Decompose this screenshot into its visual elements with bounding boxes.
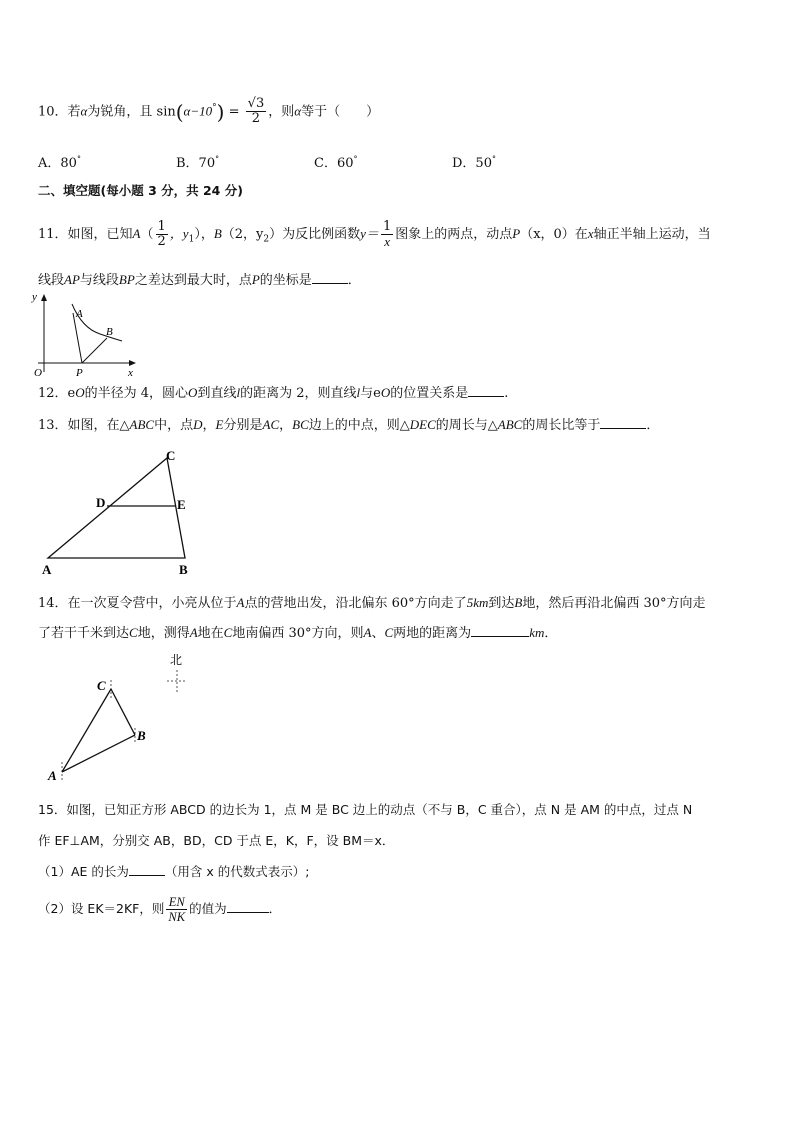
point-b-coord: （2，y bbox=[221, 227, 264, 242]
question-15-part-2 bbox=[38, 894, 281, 924]
x-axis-arrow bbox=[129, 360, 136, 366]
point-a: A bbox=[236, 595, 245, 610]
q13-text: 的周长与△ bbox=[435, 418, 498, 433]
option-a[interactable] bbox=[38, 152, 81, 171]
line-l: l bbox=[236, 385, 241, 400]
point-a: A bbox=[363, 625, 372, 640]
q13-text: 边上的中点，则△ bbox=[308, 418, 410, 433]
point-p-coord: （x，0）在 bbox=[520, 227, 588, 242]
answer-blank[interactable] bbox=[468, 384, 504, 397]
label-p: P bbox=[76, 367, 83, 379]
segment-ac: AC bbox=[262, 417, 280, 432]
triangle-dec: DEC bbox=[409, 417, 436, 432]
q11-text: ）为反比例函数 bbox=[269, 227, 361, 242]
label-c: C bbox=[166, 448, 176, 463]
q13-text: ， bbox=[279, 418, 293, 433]
label-a: A bbox=[76, 308, 83, 320]
reciprocal-fraction bbox=[381, 220, 393, 249]
option-d-label: D．50 bbox=[452, 156, 492, 171]
label-x: x bbox=[128, 367, 133, 379]
q10-text: 为锐角，且 bbox=[87, 104, 153, 120]
point-a: A bbox=[189, 625, 198, 640]
label-a: A bbox=[42, 562, 52, 577]
function-expression: y＝ bbox=[360, 226, 379, 241]
y1-symbol: ，y bbox=[169, 226, 189, 241]
segment-bc: BC bbox=[292, 417, 309, 432]
equals-sign: = bbox=[228, 104, 240, 120]
option-d[interactable] bbox=[452, 152, 496, 171]
sin-argument: α−10 bbox=[183, 103, 213, 119]
degree-mark: ° bbox=[76, 154, 81, 164]
paren-right: ) bbox=[216, 99, 225, 124]
point-p: P bbox=[251, 272, 260, 287]
north-label: 北 bbox=[170, 653, 183, 667]
q11-text: ． bbox=[347, 273, 361, 288]
label-b: B bbox=[106, 326, 113, 338]
q14-text: 地，然后再沿北偏西 30°方向走 bbox=[522, 596, 706, 611]
q15-text: 的值为 bbox=[189, 901, 227, 916]
question-15-line-1: 15．如图，已知正方形 ABCD 的边长为 1，点 M 是 BC 边上的动点（不与 B，C 重合），点 N 是 AM 的中点，过点 N bbox=[38, 802, 693, 817]
option-c[interactable] bbox=[314, 152, 358, 171]
q14-text: 点的营地出发，沿北偏东 60°方向走了 bbox=[244, 596, 467, 611]
q14-text: 、 bbox=[371, 626, 385, 641]
q13-text: 的周长比等于 bbox=[522, 418, 601, 433]
q11-text: 与线段 bbox=[79, 273, 119, 288]
option-a-label: A．80 bbox=[38, 156, 77, 171]
option-c-label: C．60 bbox=[314, 156, 354, 171]
q11-text: 图象上的两点，动点 bbox=[395, 227, 513, 242]
subscript: 2 bbox=[263, 234, 270, 245]
alpha-symbol: α bbox=[80, 103, 88, 119]
fraction-numerator: 1 bbox=[382, 219, 392, 234]
question-12 bbox=[38, 384, 508, 403]
q11-text: 的坐标是 bbox=[259, 273, 312, 288]
degree-mark: ° bbox=[212, 103, 217, 113]
q15-text: （2）设 EK＝2KF，则 bbox=[38, 901, 165, 916]
paren-left: ( bbox=[175, 99, 184, 124]
q11-text: （ bbox=[140, 227, 154, 242]
q12-text: 到直线 bbox=[197, 386, 237, 401]
degree-mark: ° bbox=[215, 154, 220, 164]
sin-function: sin bbox=[156, 104, 176, 120]
q14-text: 两地的距离为 bbox=[393, 626, 472, 641]
point-p: P bbox=[512, 226, 521, 241]
question-10-stem bbox=[38, 96, 379, 126]
label-e: E bbox=[177, 497, 186, 512]
q13-text: 分别是 bbox=[223, 418, 263, 433]
question-13 bbox=[38, 416, 659, 435]
point-o: O bbox=[75, 385, 85, 400]
q12-text: 的位置关系是 bbox=[390, 386, 469, 401]
degree-mark: ° bbox=[353, 154, 358, 164]
fraction-numerator: √3 bbox=[247, 96, 265, 112]
q13-figure bbox=[36, 446, 206, 582]
q10-text: 等于（ ） bbox=[301, 104, 380, 120]
circle-symbol: e bbox=[67, 386, 76, 401]
q14-text: 14．在一次夏令营中，小亮从位于 bbox=[38, 596, 237, 611]
point-d: D bbox=[193, 417, 203, 432]
fraction-numerator: EN bbox=[166, 895, 187, 910]
q14-text: 地南偏西 30°方向，则 bbox=[232, 626, 364, 641]
fraction-denominator: 2 bbox=[157, 234, 166, 249]
section-heading-fill-in: 二、填空题(每小题 3 分，共 24 分) bbox=[38, 183, 243, 198]
point-c: C bbox=[223, 625, 233, 640]
answer-blank[interactable] bbox=[227, 900, 269, 913]
question-11-line-1 bbox=[38, 220, 711, 254]
question-11-line-2 bbox=[38, 271, 361, 290]
segment-cb-line bbox=[111, 689, 135, 735]
q11-figure bbox=[30, 290, 142, 382]
label-o: O bbox=[34, 367, 42, 379]
q10-number: 10．若 bbox=[38, 104, 81, 120]
y-axis-arrow bbox=[41, 294, 47, 301]
label-c: C bbox=[97, 678, 106, 693]
fraction-denominator: NK bbox=[168, 910, 186, 924]
q14-text: 到达 bbox=[488, 596, 515, 611]
label-a: A bbox=[48, 768, 57, 783]
point-o: O bbox=[188, 385, 198, 400]
question-14-line-2 bbox=[38, 624, 557, 643]
q14-text: ． bbox=[544, 626, 558, 641]
option-b[interactable] bbox=[176, 152, 219, 171]
answer-blank[interactable] bbox=[471, 624, 529, 637]
triangle-abc-shape bbox=[48, 458, 185, 558]
point-c: C bbox=[129, 625, 138, 640]
q14-text: 地在 bbox=[197, 626, 224, 641]
answer-blank[interactable] bbox=[129, 863, 165, 876]
question-14-line-1 bbox=[38, 594, 706, 613]
label-y: y bbox=[32, 291, 37, 303]
point-o: O bbox=[380, 385, 391, 400]
q15-text: ． bbox=[268, 901, 282, 916]
q15-text: （用含 x 的代数式表示）; bbox=[164, 864, 310, 879]
x-symbol: x bbox=[587, 226, 594, 241]
distance-5km: 5km bbox=[466, 595, 489, 610]
segment-ap-line bbox=[73, 313, 82, 363]
fraction-denominator: 2 bbox=[251, 111, 261, 127]
en-over-nk-fraction bbox=[166, 895, 187, 924]
question-15-part-1 bbox=[38, 863, 309, 881]
triangle-abc: ABC bbox=[497, 417, 523, 432]
q14-text: 了若干千米到达 bbox=[38, 626, 130, 641]
triangle-abc: ABC bbox=[129, 417, 155, 432]
label-b: B bbox=[137, 728, 146, 743]
q13-text: ， bbox=[202, 418, 216, 433]
segment-ap: AP bbox=[64, 272, 80, 287]
q11-text: 之差达到最大时，点 bbox=[134, 273, 252, 288]
point-e: E bbox=[215, 417, 224, 432]
q15-text: （1）AE 的长为 bbox=[38, 864, 129, 879]
q14-text: 地，测得 bbox=[137, 626, 190, 641]
point-a: A bbox=[132, 226, 141, 241]
unit-km: km bbox=[529, 625, 545, 640]
segment-bp-line bbox=[82, 338, 107, 363]
q13-text: ． bbox=[646, 418, 660, 433]
circle-symbol: e bbox=[373, 386, 381, 401]
q12-text: . bbox=[504, 386, 509, 401]
label-b: B bbox=[179, 562, 188, 577]
q12-text: 的半径为 4，圆心 bbox=[84, 386, 189, 401]
sqrt3-over-2-fraction bbox=[246, 97, 267, 126]
q12-text: 与 bbox=[360, 386, 374, 401]
q11-text: 轴正半轴上运动，当 bbox=[593, 227, 711, 242]
answer-blank[interactable] bbox=[600, 416, 646, 429]
segment-bp: BP bbox=[118, 272, 135, 287]
point-c: C bbox=[384, 625, 394, 640]
q12-text: 的距离为 2，则直线 bbox=[240, 386, 357, 401]
q11-text: ）， bbox=[194, 227, 214, 242]
fraction-numerator: 1 bbox=[157, 219, 166, 234]
point-b: B bbox=[514, 595, 523, 610]
alpha-symbol: α bbox=[294, 103, 302, 119]
q14-figure bbox=[40, 650, 200, 790]
subscript: 1 bbox=[188, 234, 195, 245]
question-15-line-2: 作 EF⊥AM，分别交 AB，BD，CD 于点 E，K，F，设 BM＝x． bbox=[38, 833, 395, 848]
option-b-label: B．70 bbox=[176, 156, 216, 171]
degree-mark: ° bbox=[491, 154, 496, 164]
q11-text: 线段 bbox=[38, 273, 65, 288]
fraction-denominator: x bbox=[384, 234, 390, 249]
answer-blank[interactable] bbox=[312, 271, 348, 284]
q13-text: 中，点 bbox=[154, 418, 194, 433]
point-b: B bbox=[213, 226, 222, 241]
line-l: l bbox=[356, 385, 361, 400]
q13-text: 13．如图，在△ bbox=[38, 418, 130, 433]
q11-text: 11．如图，已知 bbox=[38, 227, 133, 242]
q12-text: 12． bbox=[38, 386, 68, 401]
q10-text: ，则 bbox=[268, 104, 295, 120]
label-d: D bbox=[96, 495, 106, 510]
half-fraction bbox=[156, 220, 168, 249]
